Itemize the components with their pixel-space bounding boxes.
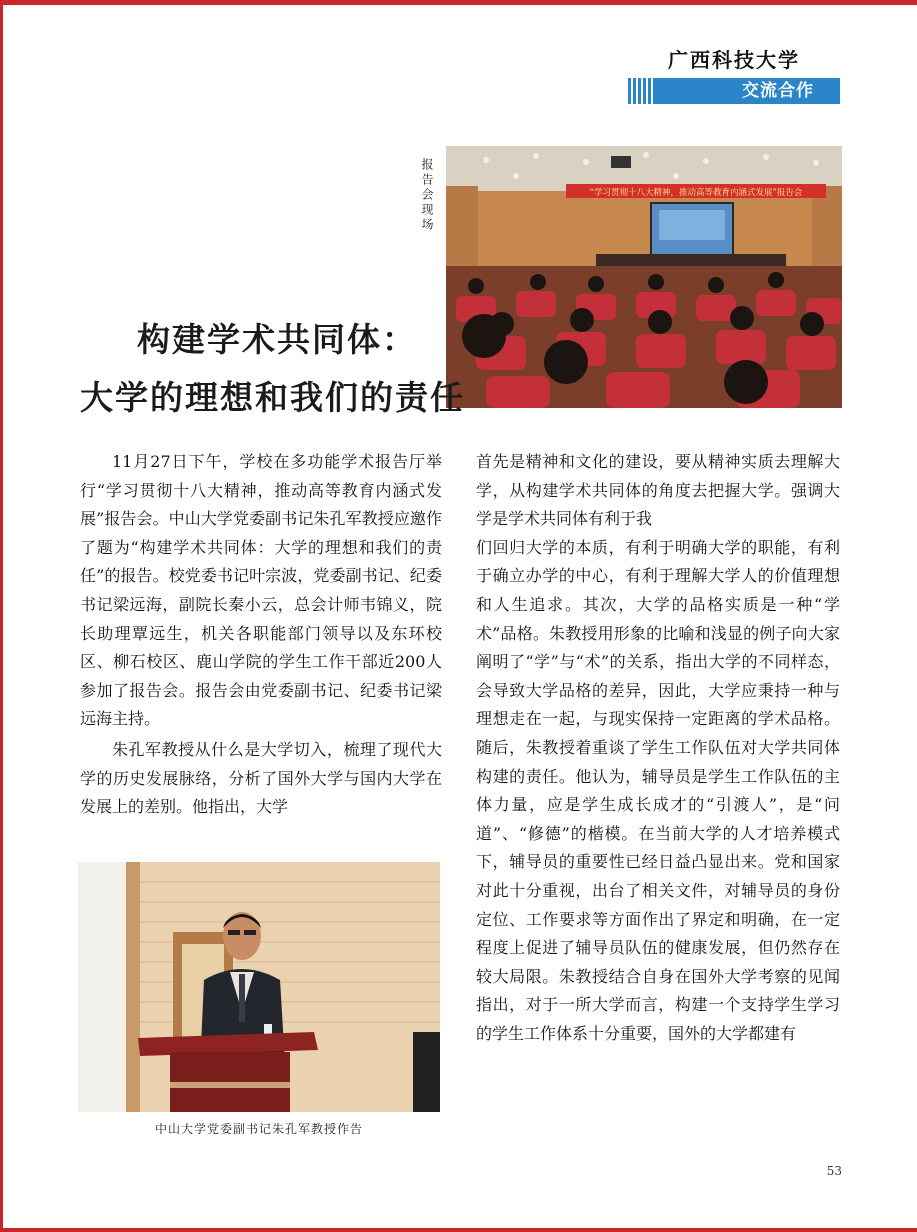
left-red-rule bbox=[0, 0, 3, 1232]
speaker-photo bbox=[78, 862, 440, 1112]
article-title-line2: 大学的理想和我们的责任 bbox=[80, 378, 465, 417]
section-label: 交流合作 bbox=[654, 78, 840, 104]
left-paragraph-1: 11月27日下午，学校在多功能学术报告厅举行“学习贯彻十八大精神，推动高等教育内涵式发展”报告会。中山大学党委副书记朱孔军教授应邀作了题为“构建学术共同体：大学的理想和我们的责任”的报告。校党委书记叶宗波，党委副书记、纪委书记梁远海，副院长秦小云，总会计师韦锦义，院长助理覃远生，机关各职能部门领导以及东环校区、柳石校区、鹿山学院的学生工作干部近200人参加了报告会。报告会由党委副书记、纪委书记梁远海主持。 bbox=[80, 452, 442, 729]
lecture-hall-photo bbox=[446, 146, 842, 408]
journal-brand-name: 广西科技大学 bbox=[668, 48, 800, 72]
right-paragraph-b: 们回归大学的本质，有利于明确大学的职能，有利于确立办学的中心，有利于理解大学人的价值理想和人生追求。其次，大学的品格实质是一种“学术”品格。朱教授用形象的比喻和浅显的例子向大家阐明了“学”与“术”的关系，指出大学的不同样态，会导致大学品格的差异，因此，大学应秉持一种与理想走在一起，与现实保持一定距离的学术品格。随后，朱教授着重谈了学生工作队伍对大学共同体构建的责任。他认为，辅导员是学生工作队伍的主体力量，应是学生成长成才的“引渡人”，是“问道”、“修德”的楷模。在当前大学的人才培养模式下，辅导员的重要性已经日益凸显出来。党和国家对此十分重视，出台了相关文件，对辅导员的身份定位、工作要求等方面作出了界定和明确，在一定程度上促进了辅导员队伍的健康发展，但仍然存在较大局限。朱教授结合自身在国外大学考察的见闻指出，对于一所大学而言，构建一个支持学生学习的学生工作体系十分重要，国外的大学都建有 bbox=[476, 537, 840, 1043]
left-paragraph-2: 朱孔军教授从什么是大学切入，梳理了现代大学的历史发展脉络，分析了国外大学与国内大学在发展上的差别。他指出，大学 bbox=[80, 739, 442, 817]
article-title-line1: 构建学术共同体： bbox=[137, 320, 417, 359]
left-column bbox=[80, 448, 442, 822]
top-red-rule bbox=[0, 0, 917, 5]
journal-header bbox=[628, 48, 840, 104]
section-bar bbox=[628, 78, 840, 104]
top-photo-caption: 报告会现场 bbox=[420, 158, 434, 233]
banner-text: “学习贯彻十八大精神，推动高等教育内涵式发展”报告会 bbox=[589, 188, 803, 198]
right-column bbox=[476, 448, 840, 1048]
stripes-decoration-icon bbox=[628, 78, 654, 104]
page-number: 53 bbox=[826, 1164, 842, 1178]
right-paragraph-a: 首先是精神和文化的建设，要从精神实质去理解大学，从构建学术共同体的角度去把握大学。强调大学是学术共同体有利于我 bbox=[476, 452, 840, 529]
speaker-photo-caption: 中山大学党委副书记朱孔军教授作告 bbox=[154, 1122, 363, 1136]
bottom-red-rule bbox=[0, 1228, 917, 1232]
